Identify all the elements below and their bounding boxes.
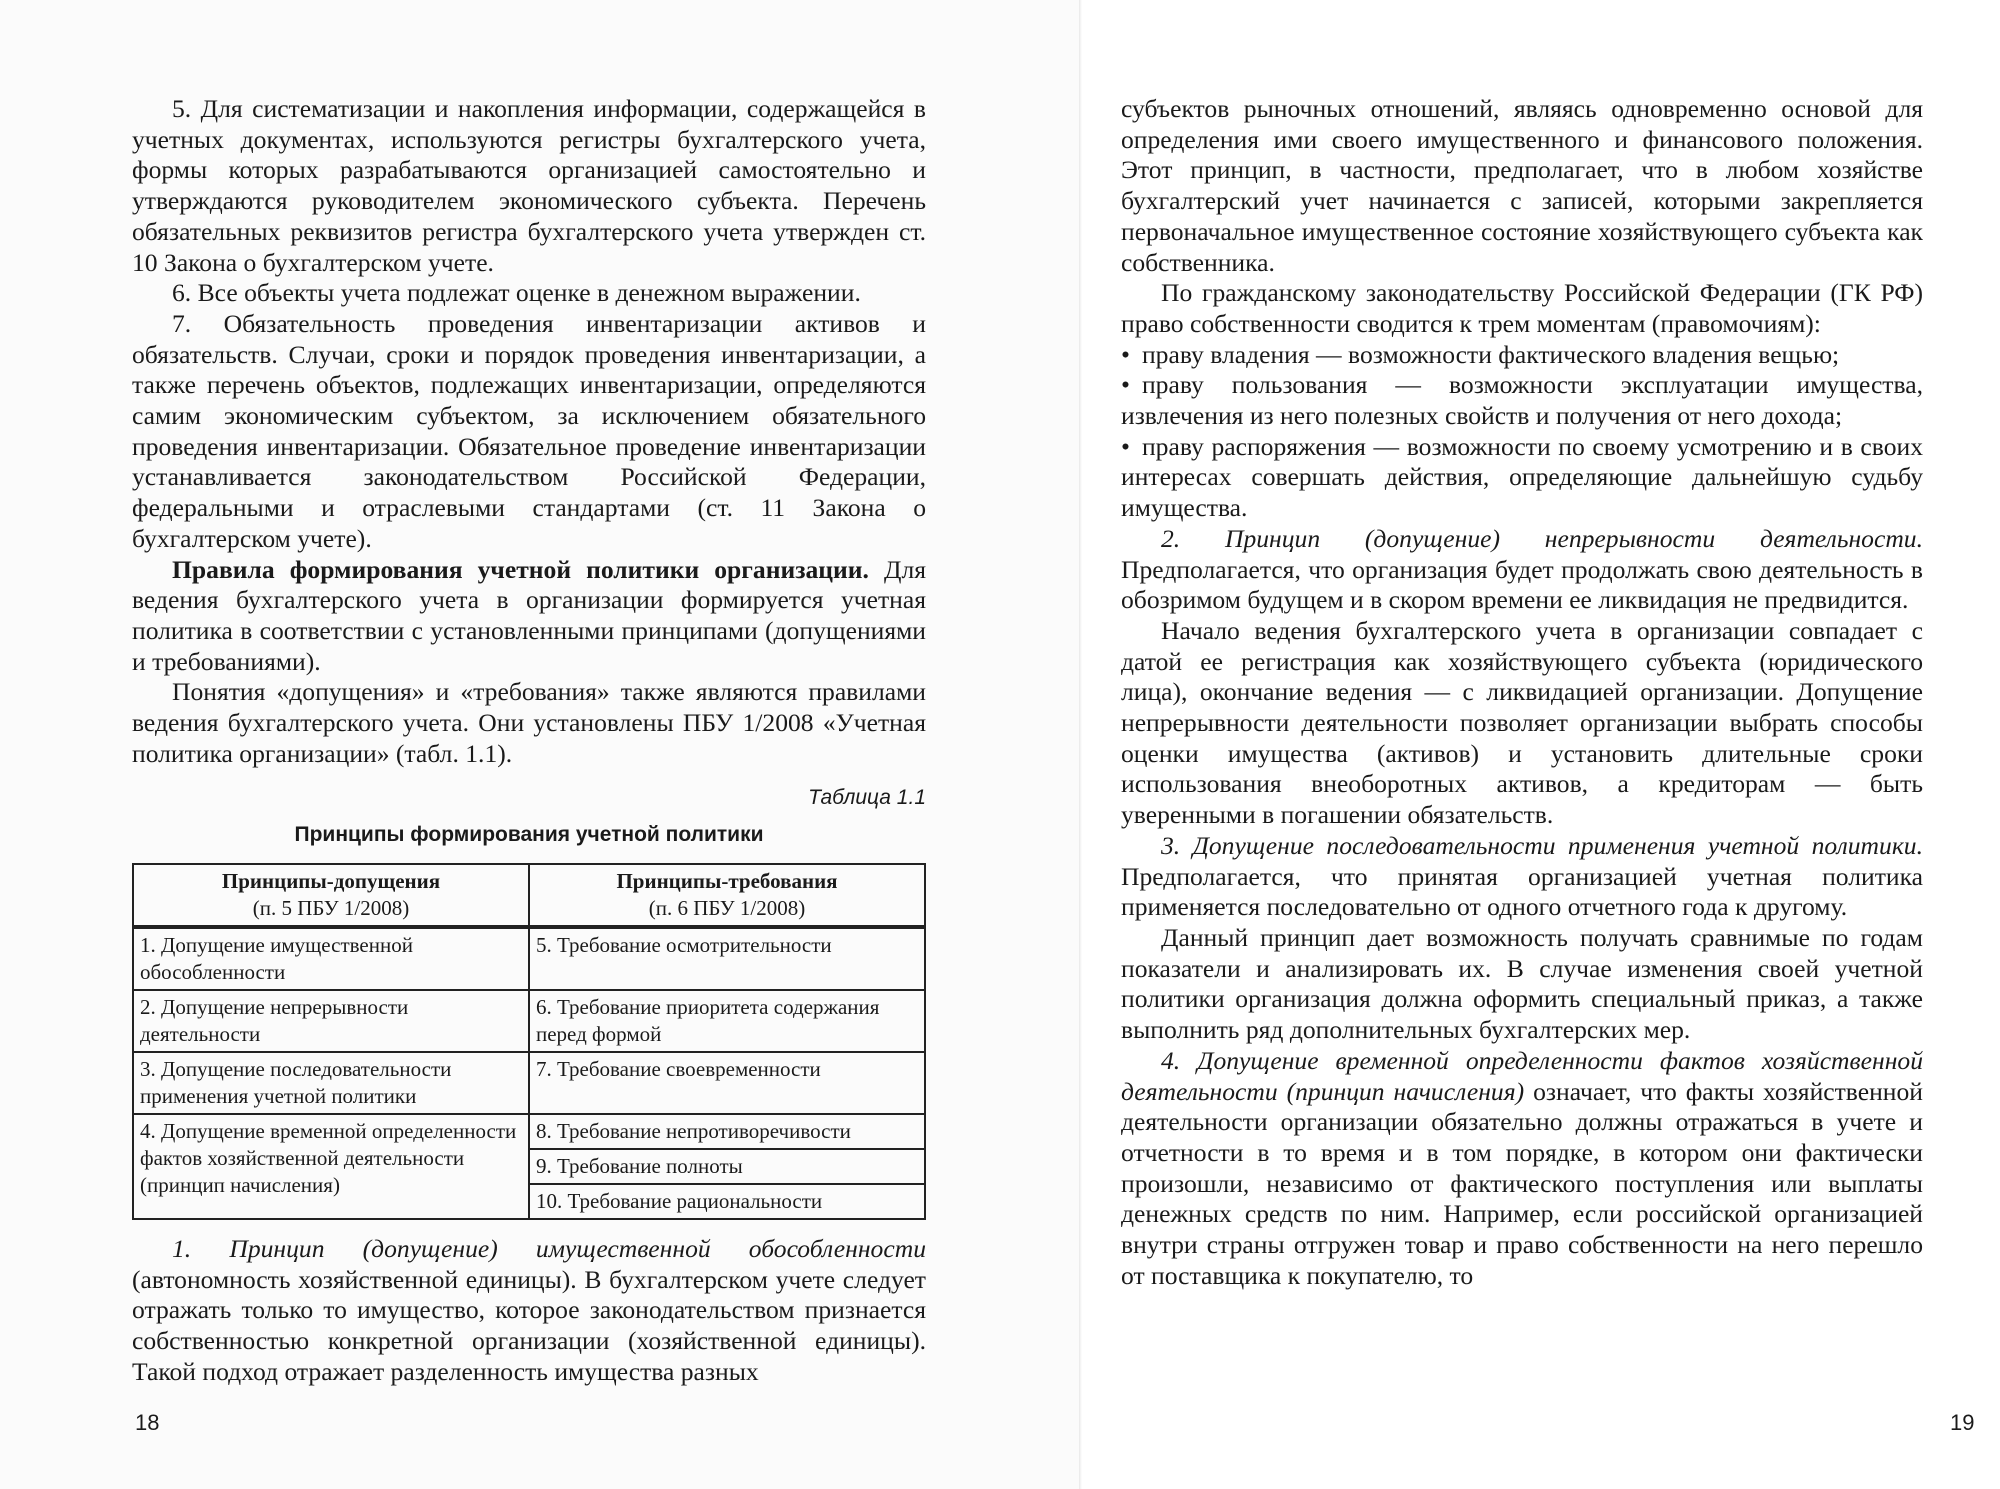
table-cell: 8. Требование непротиворечивости bbox=[529, 1114, 925, 1149]
table-header-requirements bbox=[529, 864, 925, 927]
paragraph-inventory: 7. Обязательность проведения инвентаризации активов и обязательств. Случаи, сроки и порядок проведения инвентаризации, а также перечень объектов, подлежащих инвентаризации, определяются самим экономическим субъектом, за исключением обязательного проведения инвентаризации. Обязательное проведение инвентаризации устанавливается законодательством Российской Федерации, федеральными и отраслевыми стандартами (ст. 11 Закона о бухгалтерском учете). bbox=[132, 308, 926, 553]
table-number: Таблица 1.1 bbox=[808, 786, 926, 810]
consistency-text: Предполагается, что принятая организацией учетная политика применяется последовательно от одного отчетного года к другому. bbox=[1121, 861, 1923, 922]
paragraph-registers: 5. Для систематизации и накопления информации, содержащейся в учетных документах, используются регистры бухгалтерского учета, формы которых разрабатываются организацией самостоятельно и утверждаются руководителем экономического субъекта. Перечень обязательных реквизитов регистра бухгалтерского учета утвержден ст. 10 Закона о бухгалтерском учете. bbox=[132, 94, 926, 277]
bullet-text: праву владения — возможности фактического владения вещью; bbox=[1141, 339, 1840, 369]
header-requirements-title: Принципы-требования bbox=[616, 868, 838, 893]
policy-rules-heading: Правила формирования учетной политики организации. bbox=[172, 554, 869, 584]
header-requirements-sub: (п. 6 ПБУ 1/2008) bbox=[648, 895, 806, 920]
paragraph-assumptions: Понятия «допущения» и «требования» также являются правилами ведения бухгалтерского учета. Они установлены ПБУ 1/2008 «Учетная политика организации» (табл. 1.1). bbox=[132, 677, 926, 768]
paragraph-market-subjects: субъектов рыночных отношений, являясь одновременно основой для определения ими своего имущественного и финансового положения. Этот принцип, в частности, предполагает, что в любом хозяйстве бухгалтерский учет начинается с записей, которыми закрепляется первоначальное имущественное состояние хозяйствующего субъекта как собственника. bbox=[1121, 94, 1923, 277]
bullet-use bbox=[1121, 370, 1923, 431]
paragraph-policy-rules bbox=[132, 555, 926, 678]
header-assumptions-title: Принципы-допущения bbox=[221, 868, 441, 893]
paragraph-civil-code: По гражданскому законодательству Российской Федерации (ГК РФ) право собственности сводится к трем моментам (правомочиям): bbox=[1121, 278, 1923, 338]
bullet-possession bbox=[1121, 340, 1923, 371]
property-separation-heading: 1. Принцип (допущение) имущественной обособленности bbox=[172, 1233, 926, 1263]
accrual-heading: 4. Допущение временной определенности фактов хозяйственной деятельности (принцип начисления) bbox=[1121, 1045, 1923, 1106]
page-number-left: 18 bbox=[135, 1410, 160, 1435]
paragraph-accrual bbox=[1121, 1046, 1923, 1292]
bullet-disposal bbox=[1121, 432, 1923, 524]
bullet-icon: • bbox=[1121, 339, 1130, 369]
table-row bbox=[133, 1052, 925, 1114]
policy-rules-text: Для ведения бухгалтерского учета в организации формируется учетная политика в соответствии с установленными принципами (допущениями и требованиями). bbox=[132, 554, 926, 676]
table-cell: 1. Допущение имущественной обособленности bbox=[133, 927, 529, 990]
property-separation-text: (автономность хозяйственной единицы). В бухгалтерском учете следует отражать только то имущество, которое законодательством признается собственностью конкретной организации (хозяйственной единицы). Такой подход отражает разделенность имущества разных bbox=[132, 1264, 926, 1386]
table-cell: 4. Допущение временной определенности фактов хозяйственной деятельности (принцип начисления) bbox=[133, 1114, 529, 1219]
left-text-column bbox=[132, 94, 926, 1387]
paragraph-going-concern bbox=[1121, 524, 1923, 616]
bullet-text: праву распоряжения — возможности по своему усмотрению и в своих интересах совершать действия, определяющие дальнейшую судьбу имущества. bbox=[1121, 431, 1923, 523]
table-cell: 10. Требование рациональности bbox=[529, 1184, 925, 1219]
paragraph-valuation: 6. Все объекты учета подлежат оценке в денежном выражении. bbox=[172, 278, 861, 308]
table-row bbox=[133, 990, 925, 1052]
going-concern-text: Предполагается, что организация будет продолжать свою деятельность в обозримом будущем и в скором времени ее ликвидация не предвидится. bbox=[1121, 554, 1923, 615]
table-caption: Принципы формирования учетной политики bbox=[294, 823, 764, 847]
consistency-heading: 3. Допущение последовательности применения учетной политики. bbox=[1161, 830, 1923, 860]
table-cell: 7. Требование своевременности bbox=[529, 1052, 925, 1114]
table-cell: 5. Требование осмотрительности bbox=[529, 927, 925, 990]
page-number-right: 19 bbox=[1950, 1410, 1975, 1435]
table-row bbox=[133, 927, 925, 990]
bullet-text: праву пользования — возможности эксплуатации имущества, извлечения из него полезных свойств и получения от него дохода; bbox=[1121, 370, 1923, 431]
table-cell: 3. Допущение последовательности применения учетной политики bbox=[133, 1052, 529, 1114]
table-cell: 6. Требование приоритета содержания перед формой bbox=[529, 990, 925, 1052]
table-cell: 9. Требование полноты bbox=[529, 1149, 925, 1184]
paragraph-consistency bbox=[1121, 831, 1923, 923]
table-cell: 2. Допущение непрерывности деятельности bbox=[133, 990, 529, 1052]
principles-table bbox=[132, 863, 926, 1220]
table-header-assumptions bbox=[133, 864, 529, 927]
paragraph-comparability: Данный принцип дает возможность получать сравнимые по годам показатели и анализировать их. В случае изменения своей учетной политики организация должна оформить специальный приказ, а также выполнить ряд дополнительных бухгалтерских мер. bbox=[1121, 922, 1923, 1045]
going-concern-heading: 2. Принцип (допущение) непрерывности деятельности. bbox=[1161, 523, 1923, 553]
paragraph-property-separation bbox=[132, 1234, 926, 1388]
bullet-icon: • bbox=[1121, 431, 1130, 461]
accrual-text: означает, что факты хозяйственной деятельности организации обязательно должны отражаться в учете и отчетности в то время и в том порядке, в котором они фактически произошли, независимо от фактического поступления или выплаты денежных средств по ним. Например, если российской организацией внутри страны отгружен товар и право собственности на него перешло от поставщика к покупателю, то bbox=[1121, 1076, 1923, 1290]
header-assumptions-sub: (п. 5 ПБУ 1/2008) bbox=[252, 895, 410, 920]
paragraph-accounting-start: Начало ведения бухгалтерского учета в организации совпадает с датой ее регистрация как хозяйствующего субъекта (юридического лица), окончание ведения — с ликвидацией организации. Допущение непрерывности деятельности позволяет организации выбрать способы оценки имущества (активов) и установить длительные сроки использования внеоборотных активов, а кредиторам — быть уверенными в погашении обязательств. bbox=[1121, 615, 1923, 830]
right-text-column bbox=[1121, 94, 1923, 1291]
table-row bbox=[133, 1114, 925, 1149]
bullet-icon: • bbox=[1121, 370, 1130, 400]
right-page bbox=[1082, 0, 2000, 1489]
